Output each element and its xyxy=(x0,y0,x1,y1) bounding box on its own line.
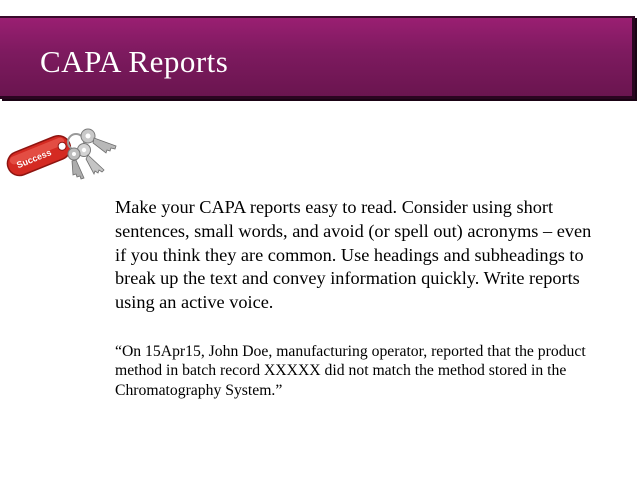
slide-title: CAPA Reports xyxy=(40,44,229,79)
tag-label: Success xyxy=(15,147,53,171)
example-quote: “On 15Apr15, John Doe, manufacturing operator, reported that the product method in batch record XXXXX did not match the method stored in the Chromatography System.” xyxy=(115,343,586,399)
body-paragraph: Make your CAPA reports easy to read. Consider using short sentences, small words, and avoid (or spell out) acronyms – even if you think they are common. Use headings and subheadings to break up the text and convey information quickly. Write reports using an active voice. xyxy=(115,197,592,313)
keys-icon xyxy=(4,122,122,182)
